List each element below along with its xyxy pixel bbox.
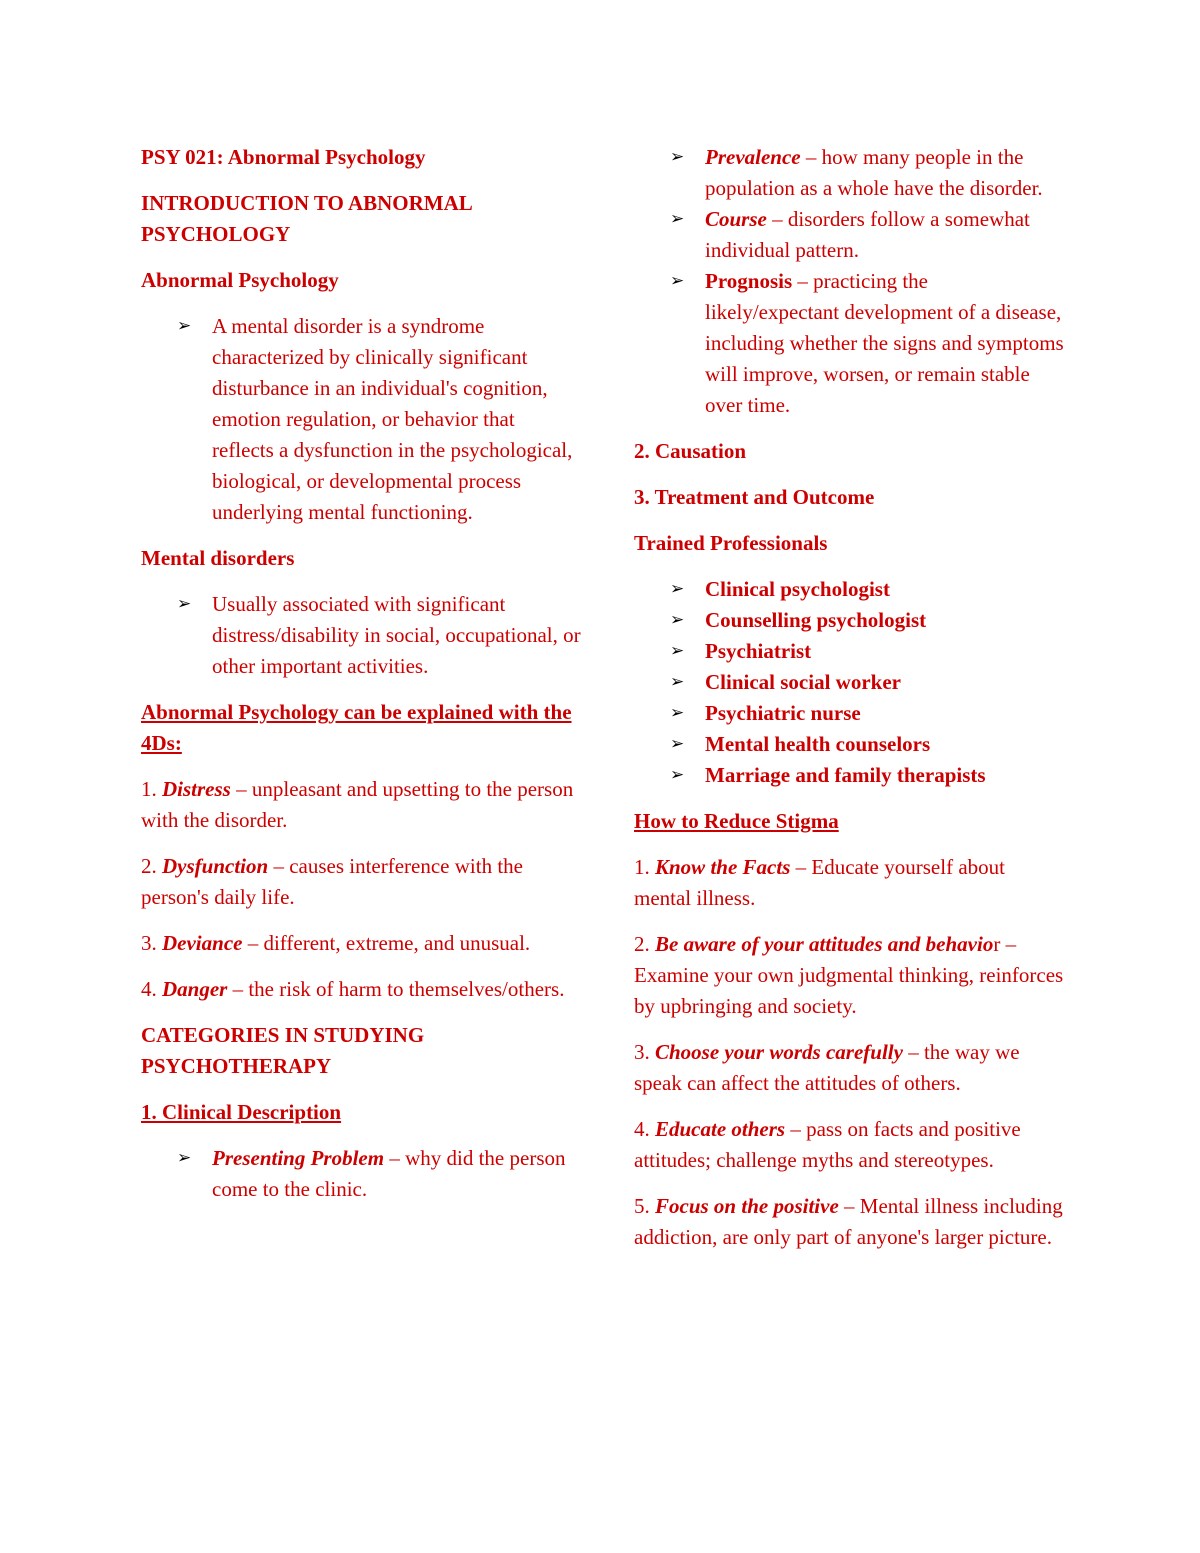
four-ds-item-dysfunction <box>141 851 581 913</box>
item-description: – Mental illness including addiction, are only part of anyone's larger picture. <box>634 1194 1063 1249</box>
list-item <box>141 589 581 682</box>
clinical-description-list-left <box>141 1143 581 1205</box>
item-term: Know the Facts <box>655 855 791 879</box>
list-item <box>634 605 1064 636</box>
item-term: Danger <box>162 977 228 1001</box>
list-item <box>141 311 581 528</box>
item-term: Prognosis <box>705 269 793 293</box>
four-ds-item-distress <box>141 774 581 836</box>
list-item-text: Psychiatrist <box>705 639 812 663</box>
item-description: – the risk of harm to themselves/others. <box>227 977 565 1001</box>
document-title: PSY 021: Abnormal Psychology <box>141 145 426 169</box>
item-description: – unpleasant and upsetting to the person with the disorder. <box>141 777 574 832</box>
item-number: 3. <box>141 931 157 955</box>
item-description: – Examine your own judgmental thinking, reinforces by upbringing and society. <box>634 932 1064 1018</box>
item-number: 2. <box>634 932 650 956</box>
mental-disorders-heading: Mental disorders <box>141 546 295 570</box>
arrow-bullet-icon: ➢ <box>670 271 685 291</box>
trained-professionals-list <box>634 574 1064 791</box>
list-item-text: Counselling psychologist <box>705 608 927 632</box>
list-item <box>634 142 1064 204</box>
arrow-bullet-icon: ➢ <box>670 765 685 785</box>
item-term-tail: r <box>993 932 1001 956</box>
arrow-bullet-icon: ➢ <box>177 594 192 614</box>
intro-heading: INTRODUCTION TO ABNORMAL PSYCHOLOGY <box>141 191 472 246</box>
item-description: – disorders follow a somewhat individual pattern. <box>705 207 1030 262</box>
list-item <box>634 698 1064 729</box>
arrow-bullet-icon: ➢ <box>670 610 685 630</box>
list-item-text: A mental disorder is a syndrome characterized by clinically significant disturbance in an individual's cognition, emotion regulation, or behavior that reflects a dysfunction in the psychological, biological, or developmental process underlying mental functioning. <box>212 314 573 524</box>
abnormal-psychology-list <box>141 311 581 528</box>
stigma-item <box>634 1114 1064 1176</box>
treatment-heading: 3. Treatment and Outcome <box>634 485 875 509</box>
four-ds-heading: Abnormal Psychology can be explained with the 4Ds: <box>141 700 572 755</box>
item-description: – why did the person come to the clinic. <box>212 1146 566 1201</box>
item-term: Focus on the positive <box>655 1194 839 1218</box>
arrow-bullet-icon: ➢ <box>670 147 685 167</box>
item-term: Presenting Problem <box>212 1146 385 1170</box>
item-term: Be aware of your attitudes and behavio <box>655 932 994 956</box>
clinical-description-heading: 1. Clinical Description <box>141 1100 342 1124</box>
item-number: 1. <box>634 855 650 879</box>
arrow-bullet-icon: ➢ <box>670 641 685 661</box>
item-description: – practicing the likely/expectant development of a disease, including whether the signs and symptoms will improve, worsen, or remain stable over time. <box>705 269 1064 417</box>
list-item-text: Mental health counselors <box>705 732 931 756</box>
trained-professionals-heading: Trained Professionals <box>634 531 828 555</box>
stigma-item <box>634 1191 1064 1253</box>
arrow-bullet-icon: ➢ <box>670 209 685 229</box>
left-column <box>141 142 581 1220</box>
list-item <box>634 204 1064 266</box>
arrow-bullet-icon: ➢ <box>670 579 685 599</box>
item-term: Educate others <box>655 1117 786 1141</box>
item-number: 3. <box>634 1040 650 1064</box>
item-description: – the way we speak can affect the attitudes of others. <box>634 1040 1020 1095</box>
item-number: 4. <box>141 977 157 1001</box>
categories-heading: CATEGORIES IN STUDYING PSYCHOTHERAPY <box>141 1023 425 1078</box>
four-ds-item-deviance <box>141 928 581 959</box>
list-item-text: Clinical psychologist <box>705 577 890 601</box>
list-item-text: Clinical social worker <box>705 670 901 694</box>
stigma-item <box>634 852 1064 914</box>
clinical-description-list-right <box>634 142 1064 421</box>
item-term: Deviance <box>162 931 243 955</box>
right-column <box>634 142 1064 1268</box>
list-item <box>634 574 1064 605</box>
arrow-bullet-icon: ➢ <box>177 1148 192 1168</box>
list-item <box>141 1143 581 1205</box>
list-item-text: Psychiatric nurse <box>705 701 861 725</box>
abnormal-psychology-heading: Abnormal Psychology <box>141 268 339 292</box>
causation-heading: 2. Causation <box>634 439 747 463</box>
arrow-bullet-icon: ➢ <box>670 703 685 723</box>
list-item-text: Marriage and family therapists <box>705 763 986 787</box>
item-number: 5. <box>634 1194 650 1218</box>
item-description: – different, extreme, and unusual. <box>242 931 531 955</box>
stigma-item <box>634 1037 1064 1099</box>
item-number: 1. <box>141 777 157 801</box>
arrow-bullet-icon: ➢ <box>670 672 685 692</box>
item-description: – how many people in the population as a whole have the disorder. <box>705 145 1043 200</box>
item-term: Dysfunction <box>162 854 269 878</box>
item-term: Prevalence <box>705 145 801 169</box>
item-description: – causes interference with the person's daily life. <box>141 854 523 909</box>
arrow-bullet-icon: ➢ <box>177 316 192 336</box>
reduce-stigma-heading: How to Reduce Stigma <box>634 809 839 833</box>
arrow-bullet-icon: ➢ <box>670 734 685 754</box>
item-number: 2. <box>141 854 157 878</box>
item-term: Choose your words carefully <box>655 1040 903 1064</box>
item-description: – Educate yourself about mental illness. <box>634 855 1005 910</box>
four-ds-item-danger <box>141 974 581 1005</box>
item-term: Course <box>705 207 767 231</box>
item-description: – pass on facts and positive attitudes; challenge myths and stereotypes. <box>634 1117 1021 1172</box>
item-number: 4. <box>634 1117 650 1141</box>
stigma-item <box>634 929 1064 1022</box>
list-item <box>634 729 1064 760</box>
list-item <box>634 760 1064 791</box>
list-item-text: Usually associated with significant distress/disability in social, occupational, or other important activities. <box>212 592 581 678</box>
mental-disorders-list <box>141 589 581 682</box>
list-item <box>634 636 1064 667</box>
list-item <box>634 667 1064 698</box>
list-item <box>634 266 1064 421</box>
item-term: Distress <box>162 777 231 801</box>
